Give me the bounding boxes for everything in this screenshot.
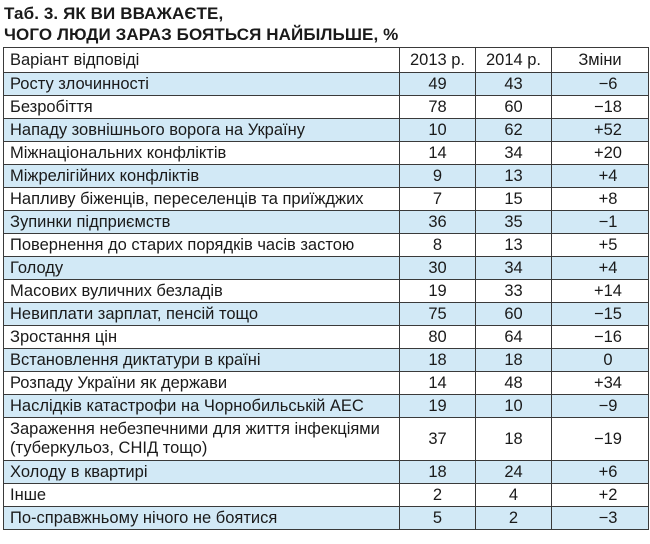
value-2013: 75 bbox=[400, 303, 476, 326]
row-label: Масових вуличних безладів bbox=[4, 280, 400, 303]
value-change: +6 bbox=[552, 461, 649, 484]
value-2014: 60 bbox=[476, 96, 552, 119]
table-title-line-1: Таб. 3. ЯК ВИ ВВАЖАЄТЕ, bbox=[4, 4, 224, 23]
value-2014: 2 bbox=[476, 507, 552, 530]
table-row bbox=[4, 326, 649, 349]
header-change: Зміни bbox=[552, 48, 649, 73]
row-label: Зараження небезпечними для життя інфекціями (туберкульоз, СНІД тощо) bbox=[4, 418, 400, 461]
value-2013: 5 bbox=[400, 507, 476, 530]
row-label: Повернення до старих порядків часів застою bbox=[4, 234, 400, 257]
value-2014: 62 bbox=[476, 119, 552, 142]
header-answer-option: Варіант відповіді bbox=[4, 48, 400, 73]
table-row bbox=[4, 484, 649, 507]
value-change: −18 bbox=[552, 96, 649, 119]
table-row bbox=[4, 73, 649, 96]
value-change: +2 bbox=[552, 484, 649, 507]
value-2013: 18 bbox=[400, 461, 476, 484]
row-label: Невиплати зарплат, пенсій тощо bbox=[4, 303, 400, 326]
table-row bbox=[4, 142, 649, 165]
value-2013: 78 bbox=[400, 96, 476, 119]
table-row bbox=[4, 395, 649, 418]
value-2013: 19 bbox=[400, 395, 476, 418]
fears-table bbox=[3, 47, 649, 530]
table-row bbox=[4, 303, 649, 326]
value-2014: 13 bbox=[476, 234, 552, 257]
header-2014: 2014 р. bbox=[476, 48, 552, 73]
value-2014: 24 bbox=[476, 461, 552, 484]
value-change: −16 bbox=[552, 326, 649, 349]
value-change: +14 bbox=[552, 280, 649, 303]
table-row bbox=[4, 349, 649, 372]
table-row bbox=[4, 188, 649, 211]
table-body bbox=[4, 73, 649, 530]
table-row bbox=[4, 280, 649, 303]
value-2014: 33 bbox=[476, 280, 552, 303]
table-title bbox=[0, 0, 650, 47]
value-change: +52 bbox=[552, 119, 649, 142]
row-label: По-справжньому нічого не боятися bbox=[4, 507, 400, 530]
table-title-line-2: ЧОГО ЛЮДИ ЗАРАЗ БОЯТЬСЯ НАЙБІЛЬШЕ, % bbox=[4, 25, 399, 44]
value-2014: 13 bbox=[476, 165, 552, 188]
value-2013: 14 bbox=[400, 142, 476, 165]
value-2013: 9 bbox=[400, 165, 476, 188]
value-change: +4 bbox=[552, 165, 649, 188]
table-row bbox=[4, 165, 649, 188]
header-2013: 2013 р. bbox=[400, 48, 476, 73]
table-row bbox=[4, 119, 649, 142]
value-2013: 10 bbox=[400, 119, 476, 142]
value-2013: 7 bbox=[400, 188, 476, 211]
row-label: Інше bbox=[4, 484, 400, 507]
value-2013: 49 bbox=[400, 73, 476, 96]
value-2013: 8 bbox=[400, 234, 476, 257]
row-label: Нападу зовнішнього ворога на Україну bbox=[4, 119, 400, 142]
row-label: Напливу біженців, переселенців та приїжджих bbox=[4, 188, 400, 211]
table-row bbox=[4, 96, 649, 119]
row-label: Зростання цін bbox=[4, 326, 400, 349]
value-2013: 19 bbox=[400, 280, 476, 303]
value-change: −9 bbox=[552, 395, 649, 418]
table-row bbox=[4, 234, 649, 257]
table-row bbox=[4, 257, 649, 280]
value-2014: 48 bbox=[476, 372, 552, 395]
value-2014: 43 bbox=[476, 73, 552, 96]
value-2013: 37 bbox=[400, 418, 476, 461]
row-label: Холоду в квартирі bbox=[4, 461, 400, 484]
value-change: −3 bbox=[552, 507, 649, 530]
row-label: Розпаду України як держави bbox=[4, 372, 400, 395]
value-change: −6 bbox=[552, 73, 649, 96]
row-label: Міжрелігійних конфліктів bbox=[4, 165, 400, 188]
header-row bbox=[4, 48, 649, 73]
table-row bbox=[4, 211, 649, 234]
value-change: +20 bbox=[552, 142, 649, 165]
value-2014: 34 bbox=[476, 257, 552, 280]
value-2014: 4 bbox=[476, 484, 552, 507]
table-row bbox=[4, 372, 649, 395]
row-label: Безробіття bbox=[4, 96, 400, 119]
value-2013: 80 bbox=[400, 326, 476, 349]
value-change: +5 bbox=[552, 234, 649, 257]
value-2013: 18 bbox=[400, 349, 476, 372]
value-2014: 15 bbox=[476, 188, 552, 211]
value-change: +8 bbox=[552, 188, 649, 211]
value-2014: 60 bbox=[476, 303, 552, 326]
table-row bbox=[4, 418, 649, 461]
value-2013: 36 bbox=[400, 211, 476, 234]
value-2014: 18 bbox=[476, 418, 552, 461]
value-change: +34 bbox=[552, 372, 649, 395]
value-change: −19 bbox=[552, 418, 649, 461]
value-2013: 14 bbox=[400, 372, 476, 395]
value-change: −15 bbox=[552, 303, 649, 326]
value-2013: 30 bbox=[400, 257, 476, 280]
value-2014: 34 bbox=[476, 142, 552, 165]
value-2014: 10 bbox=[476, 395, 552, 418]
value-2014: 35 bbox=[476, 211, 552, 234]
row-label: Наслідків катастрофи на Чорнобильській АЕС bbox=[4, 395, 400, 418]
row-label: Міжнаціональних конфліктів bbox=[4, 142, 400, 165]
row-label: Голоду bbox=[4, 257, 400, 280]
value-change: 0 bbox=[552, 349, 649, 372]
row-label: Зупинки підприємств bbox=[4, 211, 400, 234]
row-label: Встановлення диктатури в країні bbox=[4, 349, 400, 372]
value-2014: 64 bbox=[476, 326, 552, 349]
value-2013: 2 bbox=[400, 484, 476, 507]
value-2014: 18 bbox=[476, 349, 552, 372]
table-row bbox=[4, 461, 649, 484]
table-row bbox=[4, 507, 649, 530]
row-label: Росту злочинності bbox=[4, 73, 400, 96]
value-change: −1 bbox=[552, 211, 649, 234]
value-change: +4 bbox=[552, 257, 649, 280]
